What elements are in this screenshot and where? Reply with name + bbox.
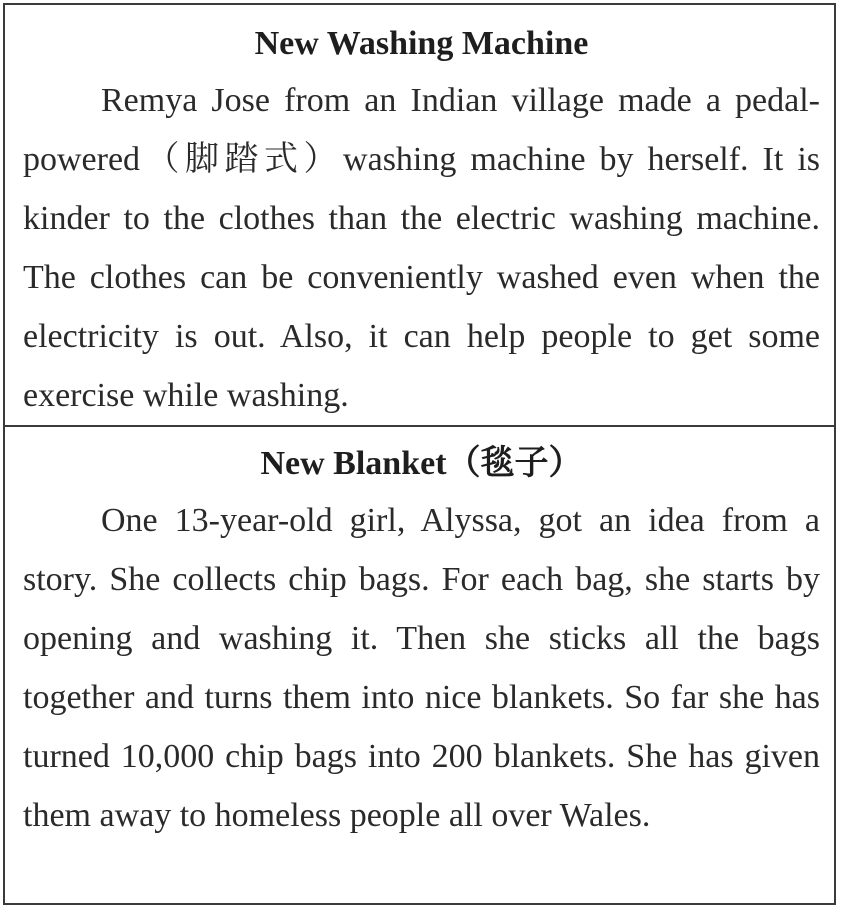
document-frame — [3, 3, 836, 905]
article-body: Remya Jose from an Indian village made a pedal-powered（脚踏式）washing machine by herself. It is kinder to the clothes than the electric washing machine. The clothes can be conveniently washed even when the electricity is out. Also, it can help people to get some exercise while washing. — [23, 82, 820, 414]
article-title: New Blanket（毯子） — [260, 445, 583, 482]
article-title: New Washing Machine — [254, 25, 589, 62]
article-washing-machine — [5, 5, 834, 427]
article-blanket — [5, 427, 834, 845]
article-body: One 13-year-old girl, Alyssa, got an idea from a story. She collects chip bags. For each bag, she starts by opening and washing it. Then she sticks all the bags together and turns them into nice blankets. So far she has turned 10,000 chip bags into 200 blankets. She has given them away to homeless people all over Wales. — [23, 502, 820, 834]
